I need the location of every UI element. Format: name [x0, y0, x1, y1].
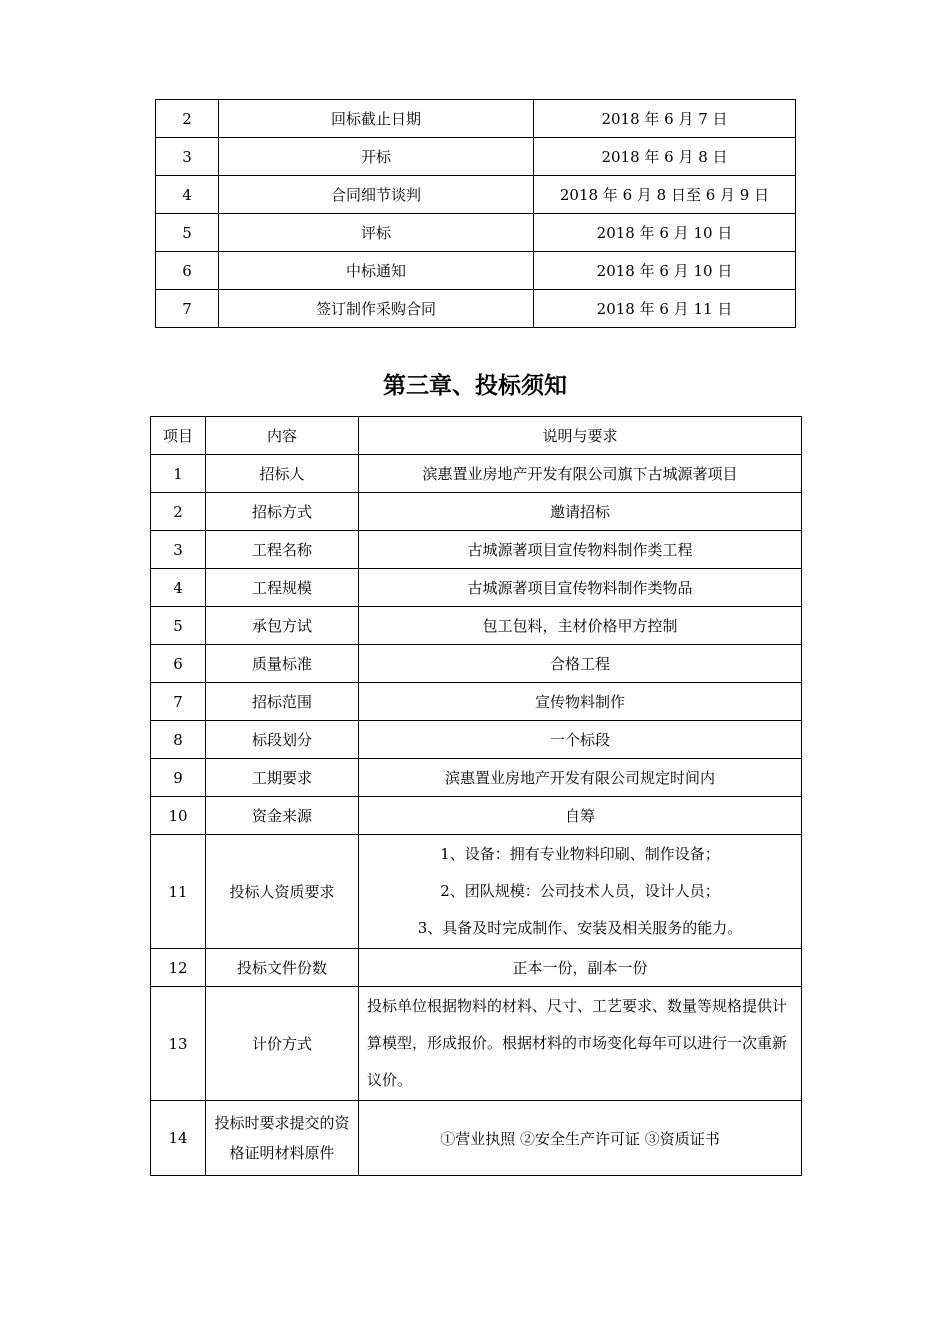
- row-event: 中标通知: [219, 252, 534, 290]
- row-number: 8: [151, 721, 206, 759]
- row-description: 宣传物料制作: [359, 683, 802, 721]
- row-item: 工程名称: [206, 531, 359, 569]
- row-number: 2: [156, 100, 219, 138]
- table-row: [151, 683, 802, 721]
- row-event: 评标: [219, 214, 534, 252]
- row-item: 投标时要求提交的资格证明材料原件: [206, 1101, 359, 1176]
- row-description: [359, 835, 802, 949]
- bidding-notice-table: [150, 416, 802, 1176]
- row-number: 6: [151, 645, 206, 683]
- requirement-line: 1、设备：拥有专业物料印刷、制作设备；: [440, 845, 720, 863]
- table-row: [156, 100, 796, 138]
- row-number: 5: [156, 214, 219, 252]
- row-item: 工程规模: [206, 569, 359, 607]
- row-event: 合同细节谈判: [219, 176, 534, 214]
- row-description: 邀请招标: [359, 493, 802, 531]
- row-number: 3: [151, 531, 206, 569]
- row-item: 投标人资质要求: [206, 835, 359, 949]
- row-item: 承包方试: [206, 607, 359, 645]
- row-item: 工期要求: [206, 759, 359, 797]
- row-date: 2018 年 6 月 10 日: [534, 252, 796, 290]
- row-number: 1: [151, 455, 206, 493]
- header-item-number: 项目: [151, 417, 206, 455]
- row-description: 古城源著项目宣传物料制作类工程: [359, 531, 802, 569]
- table-row: [151, 835, 802, 949]
- chapter-title: 第三章、投标须知: [383, 373, 567, 399]
- table-row: [151, 949, 802, 987]
- row-date: 2018 年 6 月 8 日至 6 月 9 日: [534, 176, 796, 214]
- row-description: 古城源著项目宣传物料制作类物品: [359, 569, 802, 607]
- row-item: 质量标准: [206, 645, 359, 683]
- table-row: [151, 569, 802, 607]
- row-number: 6: [156, 252, 219, 290]
- schedule-table: [155, 99, 796, 328]
- row-description: ①营业执照 ②安全生产许可证 ③资质证书: [359, 1101, 802, 1176]
- row-item: 招标人: [206, 455, 359, 493]
- row-item: 招标方式: [206, 493, 359, 531]
- table-row: [151, 987, 802, 1101]
- row-number: 7: [156, 290, 219, 328]
- requirement-line: 2、团队规模：公司技术人员，设计人员；: [440, 882, 720, 900]
- row-description: 包工包料，主材价格甲方控制: [359, 607, 802, 645]
- row-date: 2018 年 6 月 7 日: [534, 100, 796, 138]
- row-description: 自筹: [359, 797, 802, 835]
- table-header-row: [151, 417, 802, 455]
- row-description: 一个标段: [359, 721, 802, 759]
- row-description: 正本一份，副本一份: [359, 949, 802, 987]
- row-event: 签订制作采购合同: [219, 290, 534, 328]
- row-number: 5: [151, 607, 206, 645]
- row-item: 招标范围: [206, 683, 359, 721]
- row-date: 2018 年 6 月 8 日: [534, 138, 796, 176]
- row-number: 4: [156, 176, 219, 214]
- row-event: 开标: [219, 138, 534, 176]
- requirement-line: 3、具备及时完成制作、安装及相关服务的能力。: [417, 919, 743, 937]
- header-content: 内容: [206, 417, 359, 455]
- row-number: 11: [151, 835, 206, 949]
- row-item: 资金来源: [206, 797, 359, 835]
- table-row: [151, 759, 802, 797]
- header-description: 说明与要求: [359, 417, 802, 455]
- row-item: 标段划分: [206, 721, 359, 759]
- row-number: 4: [151, 569, 206, 607]
- row-number: 2: [151, 493, 206, 531]
- row-number: 10: [151, 797, 206, 835]
- table-row: [151, 721, 802, 759]
- row-item: 投标文件份数: [206, 949, 359, 987]
- table-row: [151, 1101, 802, 1176]
- table-row: [151, 455, 802, 493]
- row-date: 2018 年 6 月 10 日: [534, 214, 796, 252]
- row-description: 滨惠置业房地产开发有限公司旗下古城源著项目: [359, 455, 802, 493]
- table-row: [156, 290, 796, 328]
- table-row: [151, 531, 802, 569]
- row-item: 计价方式: [206, 987, 359, 1101]
- table-row: [156, 252, 796, 290]
- row-number: 12: [151, 949, 206, 987]
- row-number: 14: [151, 1101, 206, 1176]
- table-row: [156, 138, 796, 176]
- row-date: 2018 年 6 月 11 日: [534, 290, 796, 328]
- row-number: 13: [151, 987, 206, 1101]
- table-row: [156, 176, 796, 214]
- row-number: 9: [151, 759, 206, 797]
- table-row: [151, 645, 802, 683]
- row-number: 7: [151, 683, 206, 721]
- row-event: 回标截止日期: [219, 100, 534, 138]
- table-row: [151, 797, 802, 835]
- table-row: [151, 607, 802, 645]
- table-row: [151, 493, 802, 531]
- row-number: 3: [156, 138, 219, 176]
- row-description: 滨惠置业房地产开发有限公司规定时间内: [359, 759, 802, 797]
- row-description: 合格工程: [359, 645, 802, 683]
- table-row: [156, 214, 796, 252]
- row-description: 投标单位根据物料的材料、尺寸、工艺要求、数量等规格提供计算模型，形成报价。根据材料的市场变化每年可以进行一次重新议价。: [359, 987, 802, 1101]
